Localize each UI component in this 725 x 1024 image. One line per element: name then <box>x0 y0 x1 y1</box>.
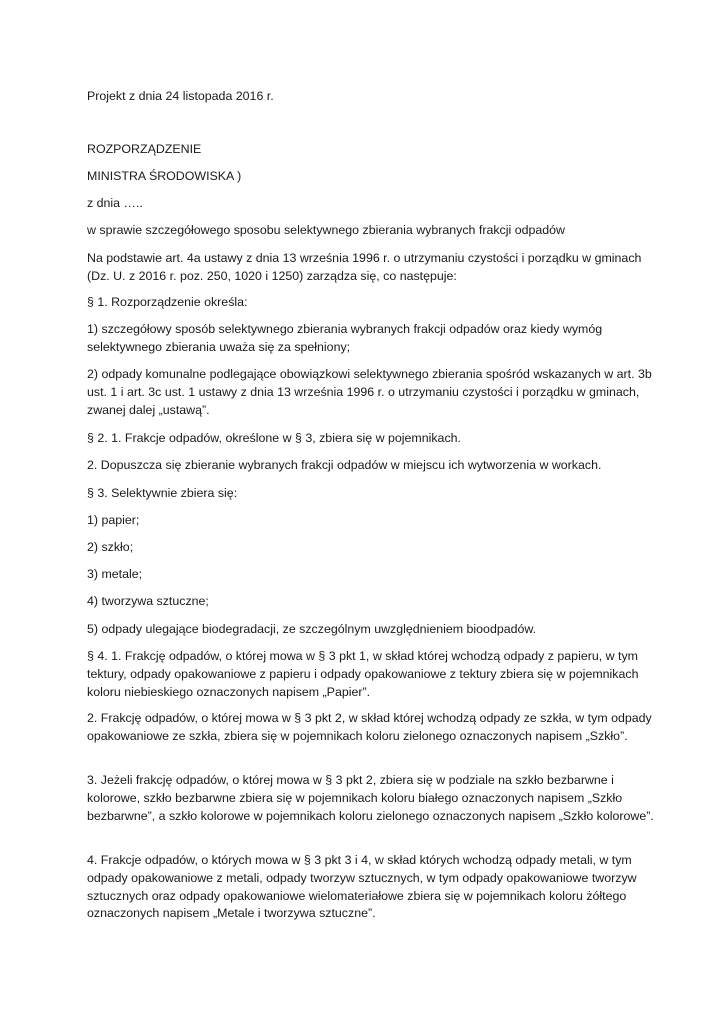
section-4-para-1: § 4. 1. Frakcję odpadów, o której mowa w § 3 pkt 1, w skład której wchodzą odpady z papieru, w tym tektury, odpady opakowaniowe z papieru i odpady opakowaniowe z tektury zbiera się w pojemnikach koloru niebieskiego oznaczonych napisem „Papier”. <box>87 649 639 699</box>
section-3-item-1: 1) papier; <box>87 513 140 527</box>
document-date-line: z dnia ….. <box>87 196 143 210</box>
section-3-item-4: 4) tworzywa sztuczne; <box>87 594 209 608</box>
project-date-header: Projekt z dnia 24 listopada 2016 r. <box>87 89 274 103</box>
section-1-point-1: 1) szczegółowy sposób selektywnego zbierania wybranych frakcji odpadów oraz kiedy wymóg selektywnego zbierania uważa się za spełniony; <box>87 322 603 354</box>
section-4-para-2: 2. Frakcję odpadów, o której mowa w § 3 pkt 2, w skład której wchodzą odpady ze szkła, w tym odpady opakowaniowe ze szkła, zbiera się w pojemnikach koloru zielonego oznaczonych napisem „Szkło”. <box>87 711 652 743</box>
section-3-intro: § 3. Selektywnie zbiera się: <box>87 486 238 500</box>
section-2-para-1: § 2. 1. Frakcje odpadów, określone w § 3, zbiera się w pojemnikach. <box>87 431 461 445</box>
document-subject: w sprawie szczegółowego sposobu selektywnego zbierania wybranych frakcji odpadów <box>87 223 565 237</box>
document-type-title: ROZPORZĄDZENIE <box>87 142 202 156</box>
section-3-item-5: 5) odpady ulegające biodegradacji, ze szczególnym uwzględnieniem bioodpadów. <box>87 622 537 636</box>
section-3-item-2: 2) szkło; <box>87 540 134 554</box>
section-4-para-3: 3. Jeżeli frakcję odpadów, o której mowa w § 3 pkt 2, zbiera się w podziale na szkło bezbarwne i kolorowe, szkło bezbarwne zbiera się w pojemnikach koloru białego oznaczonych napisem „Szkło bezbarwne”, a szkło kolorowe w pojemnikach koloru zielonego oznaczonych napisem „Szkło kolorowe”. <box>87 773 654 823</box>
section-4-para-4: 4. Frakcje odpadów, o których mowa w § 3 pkt 3 i 4, w skład których wchodzą odpady metali, w tym odpady opakowaniowe z metali, odpady tworzyw sztucznych, w tym odpady opakowaniowe tworzyw sztucznych oraz odpady opakowaniowe wielomateriałowe zbiera się w pojemnikach koloru żółtego oznaczonych napisem „Metale i tworzywa sztuczne”. <box>87 853 637 921</box>
section-2-para-2: 2. Dopuszcza się zbieranie wybranych frakcji odpadów w miejscu ich wytworzenia w workach. <box>87 458 602 472</box>
section-3-item-3: 3) metale; <box>87 567 143 581</box>
preamble-paragraph: Na podstawie art. 4a ustawy z dnia 13 września 1996 r. o utrzymaniu czystości i porządku w gminach (Dz. U. z 2016 r. poz. 250, 1020 i 1250) zarządza się, co następuje: <box>87 251 642 283</box>
issuing-authority: MINISTRA ŚRODOWISKA ) <box>87 169 242 183</box>
section-1-intro: § 1. Rozporządzenie określa: <box>87 295 248 309</box>
section-1-point-2: 2) odpady komunalne podlegające obowiązkowi selektywnego zbierania spośród wskazanych w art. 3b ust. 1 i art. 3c ust. 1 ustawy z dnia 13 września 1996 r. o utrzymaniu czystości i porządku w gminach, zwanej dalej „ustawą”. <box>87 367 652 417</box>
